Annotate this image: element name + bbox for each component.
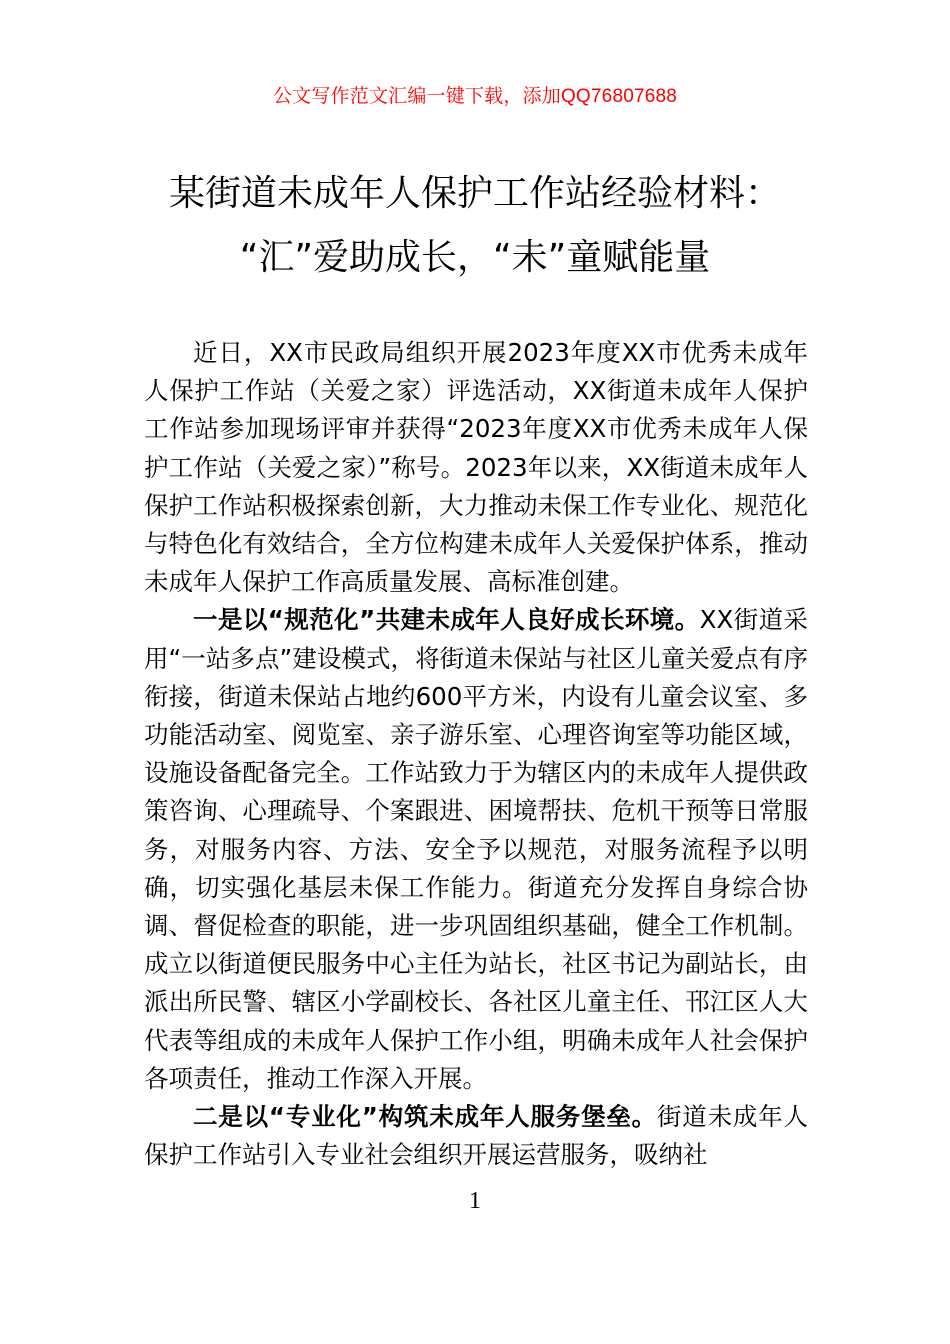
paragraph-intro-text: 近日，XX市民政局组织开展2023年度XX市优秀未成年人保护工作站（关爱之家）评选活动，XX街道未成年人保护工作站参加现场评审并获得“2023年度XX市优秀未成年人保护工作站（关爱之家）”称号。2023年以来，XX街道未成年人保护工作站积极探索创新，大力推动未保工作专业化、规范化与特色化有效结合，全方位构建未成年人关爱保护体系，推动未成年人保护工作高质量发展、高标准创建。 — [144, 338, 808, 597]
document-title-line-1: 某街道未成年人保护工作站经验材料： — [168, 173, 781, 214]
paragraph-professionalization — [144, 1098, 808, 1174]
document-title-line-2: “汇”爱助成长，“未”童赋能量 — [239, 237, 711, 278]
paragraph-professionalization-heading: 二是以“专业化”构筑未成年人服务堡垒。 — [193, 1102, 657, 1132]
paragraph-standardization — [144, 601, 808, 1098]
header-download-note[interactable]: 公文写作范文汇编一键下载，添加QQ76807688 — [272, 86, 678, 107]
paragraph-professionalization-text: 街道未成年人保护工作站引入专业社会组织开展运营服务，吸纳社 — [144, 1102, 809, 1170]
document-body — [144, 334, 808, 1174]
paragraph-standardization-text: XX街道采用“一站多点”建设模式，将街道未保站与社区儿童关爱点有序衔接，街道未保站占地约600平方米，内设有儿童会议室、多功能活动室、阅览室、亲子游乐室、心理咨询室等功能区域，设施设备配备完全。工作站致力于为辖区内的未成年人提供政策咨询、心理疏导、个案跟进、困境帮扶、危机干预等日常服务，对服务内容、方法、安全予以规范，对服务流程予以明确，切实强化基层未保工作能力。街道充分发挥自身综合协调、督促检查的职能，进一步巩固组织基础，健全工作机制。成立以街道便民服务中心主任为站长，社区书记为副站长，由派出所民警、辖区小学副校长、各社区儿童主任、邗江区人大代表等组成的未成年人保护工作小组，明确未成年人社会保护各项责任，推动工作深入开展。 — [144, 605, 809, 1093]
paragraph-intro — [144, 334, 808, 601]
paragraph-standardization-heading: 一是以“规范化”共建未成年人良好成长环境。 — [193, 605, 700, 635]
page-number: 1 — [469, 1188, 481, 1214]
